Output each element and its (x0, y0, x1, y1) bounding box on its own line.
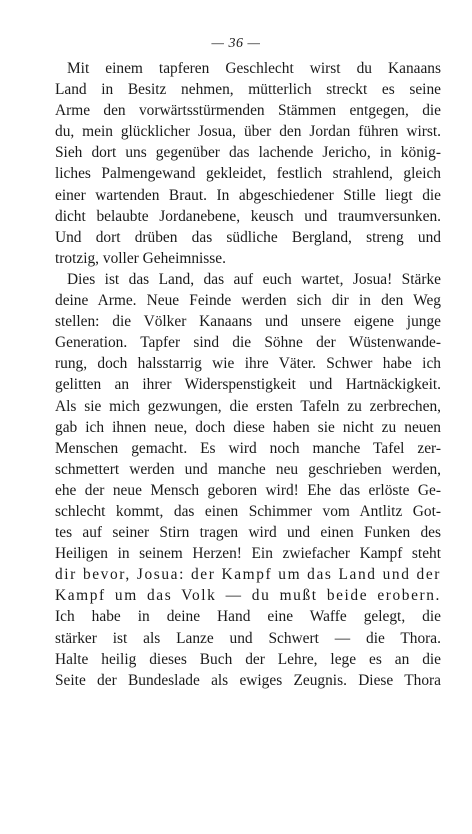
text-line: Seite der Bundeslade als ewiges Zeugnis. Diese Thora (55, 671, 441, 689)
text-line: deine Arme. Neue Feinde werden sich dir in den Weg (55, 292, 441, 310)
text-line: stellen: die Völker Kanaans und unsere eigene junge (55, 313, 441, 331)
text-line: dir bevor, Josua: der Kampf um das Land und der (55, 566, 441, 584)
text-line: Kampf um das Volk — du mußt beide erobern. (55, 587, 441, 605)
text-line: tes auf seiner Stirn tragen wird und einen Funken des (55, 524, 441, 542)
text-line: Arme den vorwärtsstürmenden Stämmen entgegen, die (55, 102, 441, 120)
text-line: Mit einem tapferen Geschlecht wirst du Kanaans (67, 60, 441, 77)
text-line: schlecht kommt, das einen Schimmer vom Antlitz Got- (55, 502, 441, 520)
text-line: liches Palmengewand gekleidet, festlich strahlend, gleich (55, 165, 441, 183)
text-line: trotzig, voller Geheimnisse. (55, 249, 226, 267)
text-line: Ich habe in deine Hand eine Waffe gelegt, die (55, 608, 441, 626)
text-line: Heiligen in seinem Herzen! Ein zwiefacher Kampf steht (55, 545, 441, 563)
text-line: Sieh dort uns gegenüber das lachende Jericho, in könig- (55, 144, 441, 162)
text-line: gab ich ihnen neue, doch diese haben sie nicht zu neuen (55, 418, 441, 436)
text-line: Dies ist das Land, das auf euch wartet, Josua! Stärke (67, 270, 441, 288)
text-line: schmettert werden und manche neu geschrieben werden, (55, 460, 441, 478)
text-line: Menschen gemacht. Es wird noch manche Tafel zer- (55, 439, 441, 457)
text-line: stärker ist als Lanze und Schwert — die Thora. (55, 629, 441, 647)
text-line: Und dort drüben das südliche Bergland, streng und (55, 228, 441, 246)
text-line: Generation. Tapfer sind die Söhne der Wüstenwande- (55, 334, 441, 352)
page-number: — 36 — (211, 36, 261, 51)
text-line: du, mein glücklicher Josua, über den Jordan führen wirst. (55, 123, 441, 141)
text-line: Als sie mich gezwungen, die ersten Tafeln zu zerbrechen, (55, 397, 441, 415)
text-line: Halte heilig dieses Buch der Lehre, lege es an die (55, 650, 441, 668)
text-line: ehe der neue Mensch geboren wird! Ehe das erlöste Ge- (55, 481, 441, 499)
text-line: gelitten an ihrer Widerspenstigkeit und Hartnäckigkeit. (55, 376, 441, 394)
text-line: dicht belaubte Jordanebene, keusch und traumversunken. (55, 207, 441, 225)
text-line: Land in Besitz nehmen, mütterlich streckt es seine (55, 81, 441, 99)
body-text (55, 58, 441, 691)
text-line: rung, doch halsstarrig wie ihre Väter. Schwer habe ich (55, 355, 441, 373)
text-line: einer wartenden Braut. In abgeschiedener Stille liegt die (55, 186, 441, 204)
